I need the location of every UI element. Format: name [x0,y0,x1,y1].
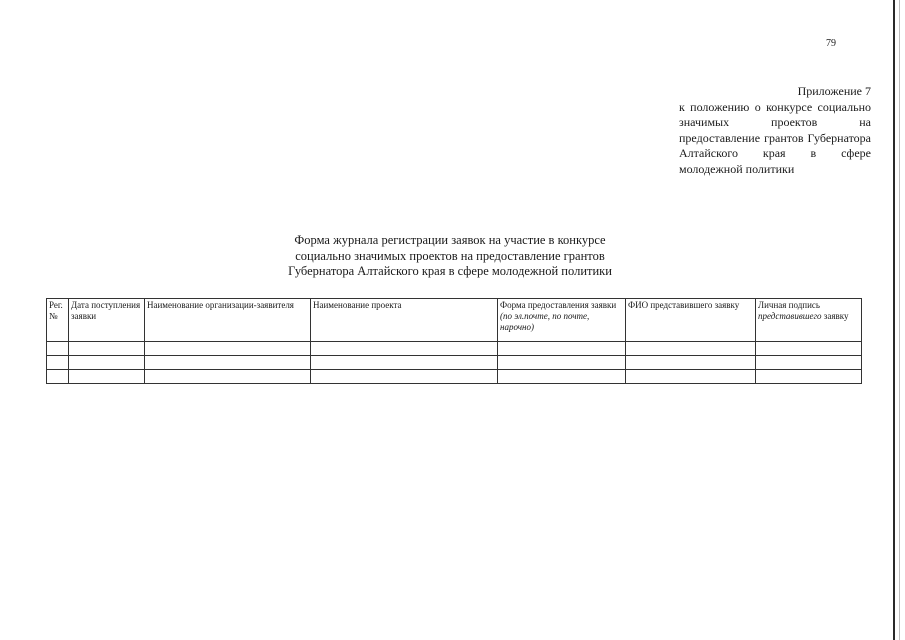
table-cell [145,370,311,384]
table-header-row [47,299,862,342]
col-header-signature [756,299,862,342]
table-cell [498,370,626,384]
table-cell [47,370,69,384]
annex-title: Приложение 7 [797,84,871,98]
col-header-reg-number: Рег. № [47,299,69,342]
col-header-date: Дата поступления заявки [69,299,145,342]
signature-label-end: заявку [821,311,849,321]
table-cell [69,356,145,370]
annex-block [679,84,871,177]
col-header-submitter-name: ФИО представившего заявку [626,299,756,342]
submission-form-label: Форма предоставления заявки [500,300,617,310]
form-title-line-2: социально значимых проектов на предоставление грантов [295,248,605,263]
form-title-line-3: Губернатора Алтайского края в сфере молодежной политики [288,264,612,278]
col-header-submission-form [498,299,626,342]
table-cell [756,356,862,370]
table-cell [145,356,311,370]
table-body [47,342,862,384]
table-row [47,370,862,384]
table-cell [145,342,311,356]
table-cell [498,356,626,370]
table-row [47,342,862,356]
table-cell [311,356,498,370]
table-cell [311,342,498,356]
table-cell [756,370,862,384]
table-cell [69,342,145,356]
annex-body: к положению о конкурсе социально значимых проектов на предоставление грантов Губернатора Алтайского края в сфере молодежной политики [679,99,871,176]
table-cell [626,370,756,384]
scan-border-line-secondary [899,0,900,640]
form-title-line-1: Форма журнала регистрации заявок на участие в конкурсе [294,233,606,247]
form-title [240,233,660,280]
signature-label-start: Личная подпись [758,300,821,310]
signature-label-italic: представившего [758,311,822,321]
table-cell [47,342,69,356]
table-cell [69,370,145,384]
table-cell [756,342,862,356]
col-header-project: Наименование проекта [311,299,498,342]
table-cell [47,356,69,370]
table-row [47,356,862,370]
page-number: 79 [826,38,836,49]
registration-journal-table [46,298,862,384]
submission-form-options: (по эл.почте, по почте, нарочно) [500,311,590,332]
table-cell [626,342,756,356]
col-header-organization: Наименование организации-заявителя [145,299,311,342]
table-cell [311,370,498,384]
table-cell [626,356,756,370]
scan-border-line [893,0,895,640]
table-cell [498,342,626,356]
